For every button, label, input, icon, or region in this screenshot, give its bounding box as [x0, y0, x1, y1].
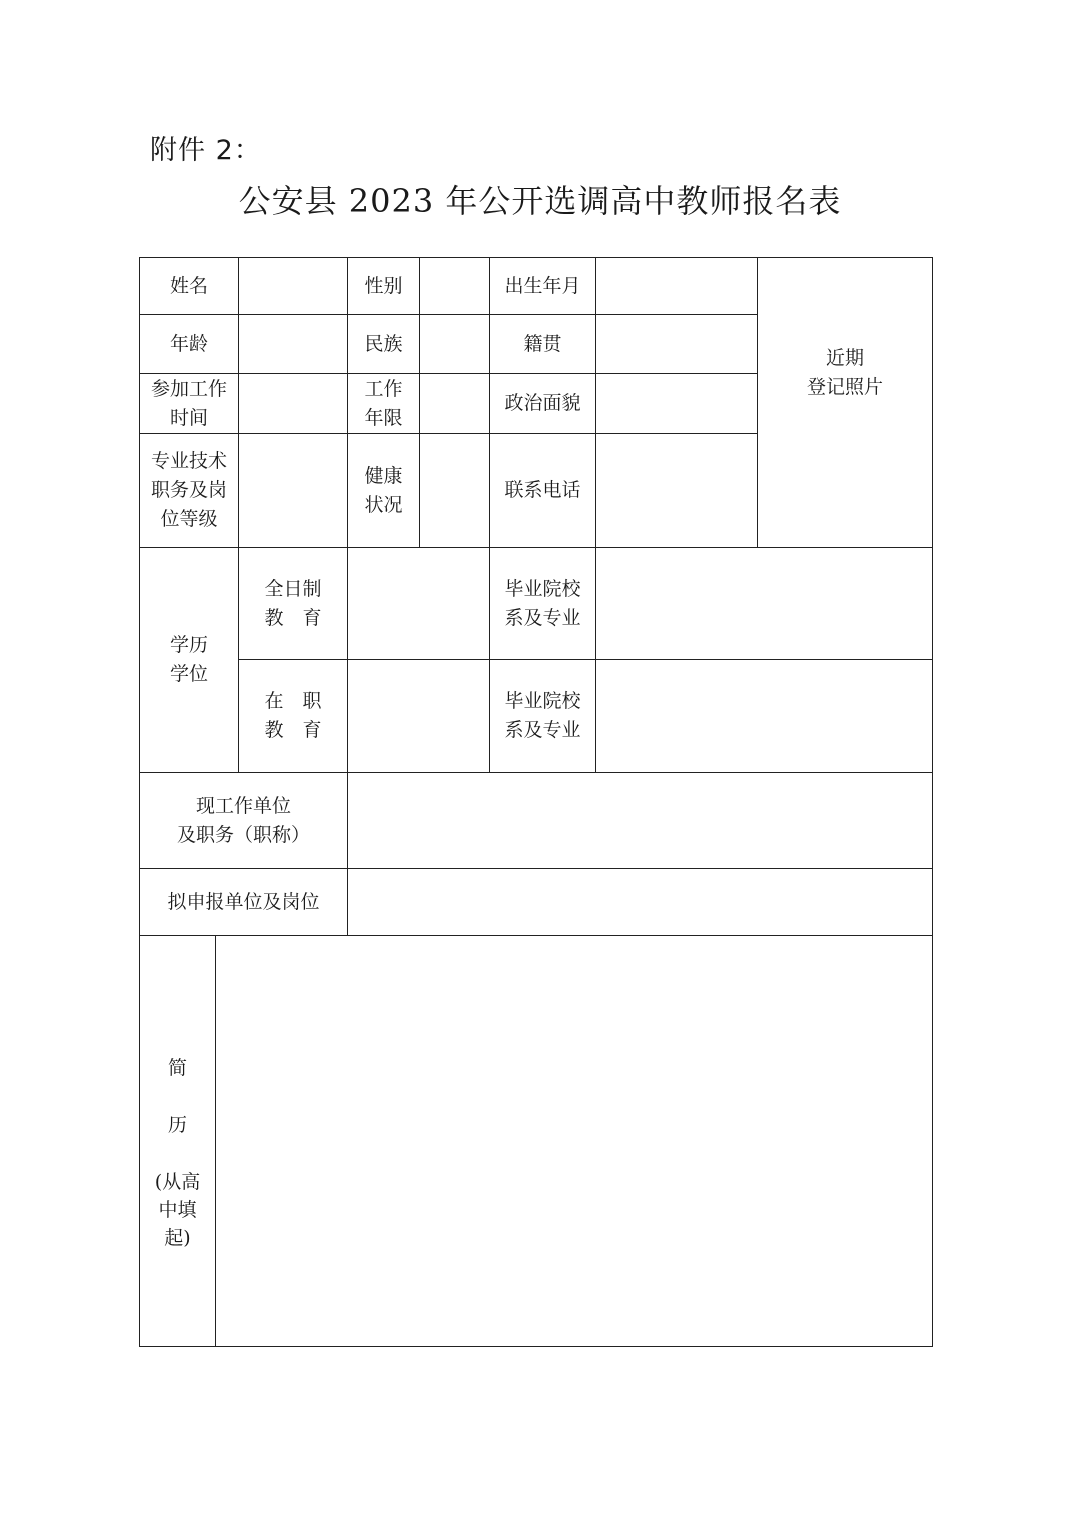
input-title-rank[interactable] — [238, 433, 347, 547]
resume-note: (从高 中填 起) — [154, 1171, 201, 1249]
label-work-start: 参加工作 时间 — [139, 373, 238, 433]
label-name: 姓名 — [139, 257, 238, 314]
input-school-inservice[interactable] — [595, 659, 933, 772]
label-political: 政治面貌 — [489, 373, 595, 433]
input-birth[interactable] — [595, 257, 757, 314]
input-current-unit[interactable] — [347, 772, 933, 868]
label-gender: 性别 — [347, 257, 419, 314]
resume-char-1: 简 — [167, 1057, 187, 1079]
label-title-rank: 专业技术 职务及岗 位等级 — [139, 433, 238, 547]
label-work-years: 工作 年限 — [347, 373, 419, 433]
label-age: 年龄 — [139, 314, 238, 373]
photo-area[interactable] — [757, 257, 933, 547]
label-apply-post: 拟申报单位及岗位 — [139, 868, 347, 935]
label-birth: 出生年月 — [489, 257, 595, 314]
label-native-place: 籍贯 — [489, 314, 595, 373]
input-name[interactable] — [238, 257, 347, 314]
form-title: 公安县 2023 年公开选调高中教师报名表 — [238, 182, 842, 220]
resume-char-2: 历 — [167, 1114, 187, 1136]
input-native-place[interactable] — [595, 314, 757, 373]
input-health[interactable] — [419, 433, 489, 547]
input-school-fulltime[interactable] — [595, 547, 933, 659]
attachment-label: 附件 2： — [150, 135, 262, 166]
label-ethnicity: 民族 — [347, 314, 419, 373]
input-gender[interactable] — [419, 257, 489, 314]
input-work-start[interactable] — [238, 373, 347, 433]
input-inservice[interactable] — [347, 659, 489, 772]
input-work-years[interactable] — [419, 373, 489, 433]
label-resume — [139, 935, 215, 1347]
input-resume[interactable] — [215, 935, 933, 1347]
label-photo: 近期 登记照片 — [806, 346, 883, 398]
label-education: 学历 学位 — [139, 547, 238, 772]
input-fulltime[interactable] — [347, 547, 489, 659]
label-phone: 联系电话 — [489, 433, 595, 547]
label-school-inservice: 毕业院校 系及专业 — [489, 659, 595, 772]
input-apply-post[interactable] — [347, 868, 933, 935]
label-fulltime: 全日制 教 育 — [238, 547, 347, 659]
input-age[interactable] — [238, 314, 347, 373]
input-ethnicity[interactable] — [419, 314, 489, 373]
input-phone[interactable] — [595, 433, 757, 547]
label-school-fulltime: 毕业院校 系及专业 — [489, 547, 595, 659]
label-health: 健康 状况 — [347, 433, 419, 547]
input-political[interactable] — [595, 373, 757, 433]
label-inservice: 在 职 教 育 — [238, 659, 347, 772]
label-current-unit: 现工作单位 及职务（职称） — [139, 772, 347, 868]
